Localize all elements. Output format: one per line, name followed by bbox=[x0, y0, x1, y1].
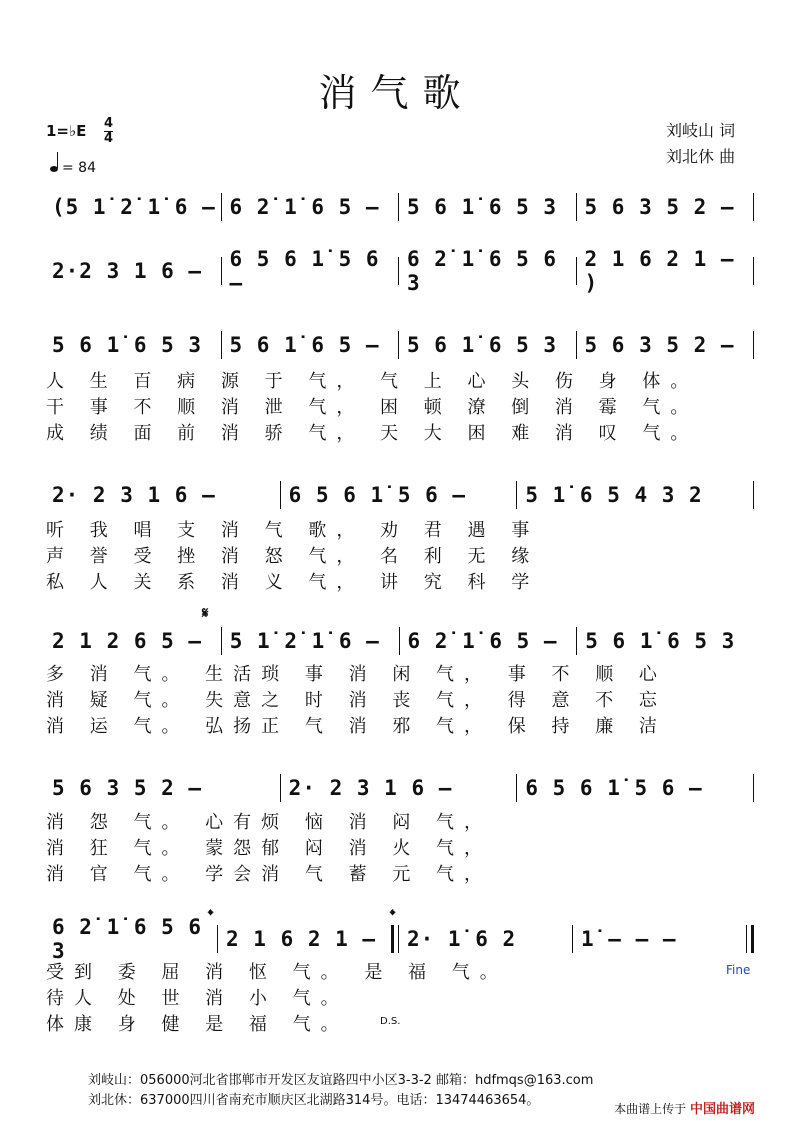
measure: 2· 1̇ 6 2 bbox=[407, 927, 517, 951]
fine-marking: Fine bbox=[726, 963, 751, 977]
measure: 2 1 6 2 1 – bbox=[226, 927, 377, 951]
measure: 5 6 3 5 2 – bbox=[584, 333, 735, 357]
measure: 5 6 3 5 2 – bbox=[584, 195, 735, 219]
measure: 2·2 3 1 6 – bbox=[52, 259, 203, 283]
measure: 5 6 1̇ 6 5 3 bbox=[52, 333, 203, 357]
lyric-line: 人 生 百 病 源 于 气， 气 上 心 头 伤 身 体。 bbox=[46, 371, 699, 392]
barline bbox=[753, 193, 754, 221]
measure: 6 2̇ 1̇ 6 5 – bbox=[229, 195, 380, 219]
measure: 5 6 3 5 2 – bbox=[52, 776, 203, 800]
key-signature: 1=♭E bbox=[46, 122, 87, 140]
time-signature-bottom: 4 bbox=[104, 131, 114, 146]
staff-system bbox=[44, 330, 754, 360]
barline bbox=[391, 925, 399, 953]
segno-icon: 𝄋 bbox=[202, 604, 209, 622]
time-signature bbox=[104, 117, 113, 146]
lyric-line: 私 人 关 系 消 义 气， 讲 究 科 学 bbox=[46, 572, 540, 593]
contact-footer bbox=[88, 1071, 593, 1111]
measure: 2· 2 3 1 6 – bbox=[52, 483, 216, 507]
measure: 1̇ – – – bbox=[581, 927, 677, 951]
measure: 5 6 1̇ 6 5 3 bbox=[585, 629, 736, 653]
lyricist-credit: 刘岐山 词 bbox=[666, 121, 736, 140]
lyric-line: 干 事 不 顺 消 泄 气， 困 顿 潦 倒 消 霉 气。 bbox=[46, 397, 699, 418]
lyric-line: 成 绩 面 前 消 骄 气， 天 大 困 难 消 叹 气。 bbox=[46, 423, 699, 444]
watermark-prefix: 本曲谱上传于 bbox=[614, 1102, 687, 1116]
measure: 6 2̇ 1̇ 6 5 – bbox=[407, 629, 558, 653]
site-watermark bbox=[614, 1098, 755, 1117]
measure: 6 2̇ 1̇ 6 5 6 3 bbox=[52, 915, 203, 963]
lyric-line: 声 誉 受 挫 消 怒 气， 名 利 无 缘 bbox=[46, 546, 540, 567]
staff-system bbox=[44, 192, 754, 222]
barline bbox=[753, 774, 754, 802]
footer-line: 刘岐山：056000河北省邯郸市开发区友谊路四中小区3-3-2 邮箱：hdfmqs@163.com bbox=[88, 1073, 594, 1088]
staff-system bbox=[44, 247, 754, 295]
measure: 2 1 2 6 5 – bbox=[52, 629, 203, 653]
coda-icon: 𝄌 bbox=[208, 906, 214, 924]
staff-system bbox=[44, 480, 754, 510]
measure: 5 6 1̇ 6 5 3 bbox=[407, 195, 558, 219]
lyric-line: 多 消 气。 生活琐 事 消 闲 气， 事 不 顺 心 bbox=[46, 664, 667, 685]
lyric-line: 消 狂 气。 蒙怨郁 闷 消 火 气， bbox=[46, 838, 493, 859]
song-title: 消气歌 bbox=[318, 71, 475, 115]
measure: 5 1̇ 6 5 4 3 2 bbox=[525, 483, 703, 507]
measure: 6 5 6 1̇ 5 6 – bbox=[288, 483, 467, 507]
staff-system bbox=[44, 773, 754, 803]
lyric-line: 消 怨 气。 心有烦 恼 消 闷 气， bbox=[46, 812, 493, 833]
staff-system bbox=[44, 915, 754, 963]
measure: (5 1̇ 2̇ 1̇ 6 – bbox=[52, 195, 216, 219]
barline bbox=[753, 481, 754, 509]
time-signature-top: 4 bbox=[104, 116, 114, 131]
lyric-line: 体康 身 健 是 福 气。 bbox=[46, 1014, 349, 1035]
ds-marking: D.S. bbox=[380, 1016, 401, 1027]
measure: 6 5 6 1̇ 5 6 – bbox=[525, 776, 703, 800]
tempo-value: = 84 bbox=[62, 160, 96, 176]
lyric-line: 待人 处 世 消 小 气。 bbox=[46, 988, 349, 1009]
lyric-line: 听 我 唱 支 消 气 歌， 劝 君 遇 事 bbox=[46, 520, 540, 541]
measure: 6 5 6 1̇ 5 6 – bbox=[229, 247, 380, 295]
measure: 6 2̇ 1̇ 6 5 6 3 bbox=[407, 247, 558, 295]
coda-icon: 𝄌 bbox=[390, 906, 396, 924]
final-barline bbox=[746, 925, 754, 953]
staff-system bbox=[44, 626, 754, 656]
watermark-brand: 中国曲谱网 bbox=[689, 1102, 755, 1117]
lyric-line: 消 运 气。 弘扬正 气 消 邪 气， 保 持 廉 洁 bbox=[46, 716, 667, 737]
footer-line: 刘北休：637000四川省南充市顺庆区北湖路314号。电话：13474463654。 bbox=[88, 1093, 540, 1108]
tempo-marking bbox=[50, 160, 96, 176]
measure: 5 6 1̇ 6 5 3 bbox=[407, 333, 558, 357]
measure: 2· 2 3 1 6 – bbox=[288, 776, 453, 800]
lyric-line: 受到 委 屈 消 怄 气。 是 福 气。 bbox=[46, 962, 508, 983]
measure: 5 1̇ 2̇ 1̇ 6 – bbox=[229, 629, 380, 653]
composer-credit: 刘北休 曲 bbox=[666, 147, 736, 166]
quarter-note-icon bbox=[50, 166, 58, 172]
barline bbox=[753, 257, 754, 285]
measure: 2 1 6 2 1 – ) bbox=[584, 247, 735, 295]
barline bbox=[753, 331, 754, 359]
lyric-line: 消 疑 气。 失意之 时 消 丧 气， 得 意 不 忘 bbox=[46, 690, 667, 711]
lyric-line: 消 官 气。 学会消 气 蓄 元 气， bbox=[46, 864, 493, 885]
measure: 5 6 1̇ 6 5 – bbox=[229, 333, 380, 357]
